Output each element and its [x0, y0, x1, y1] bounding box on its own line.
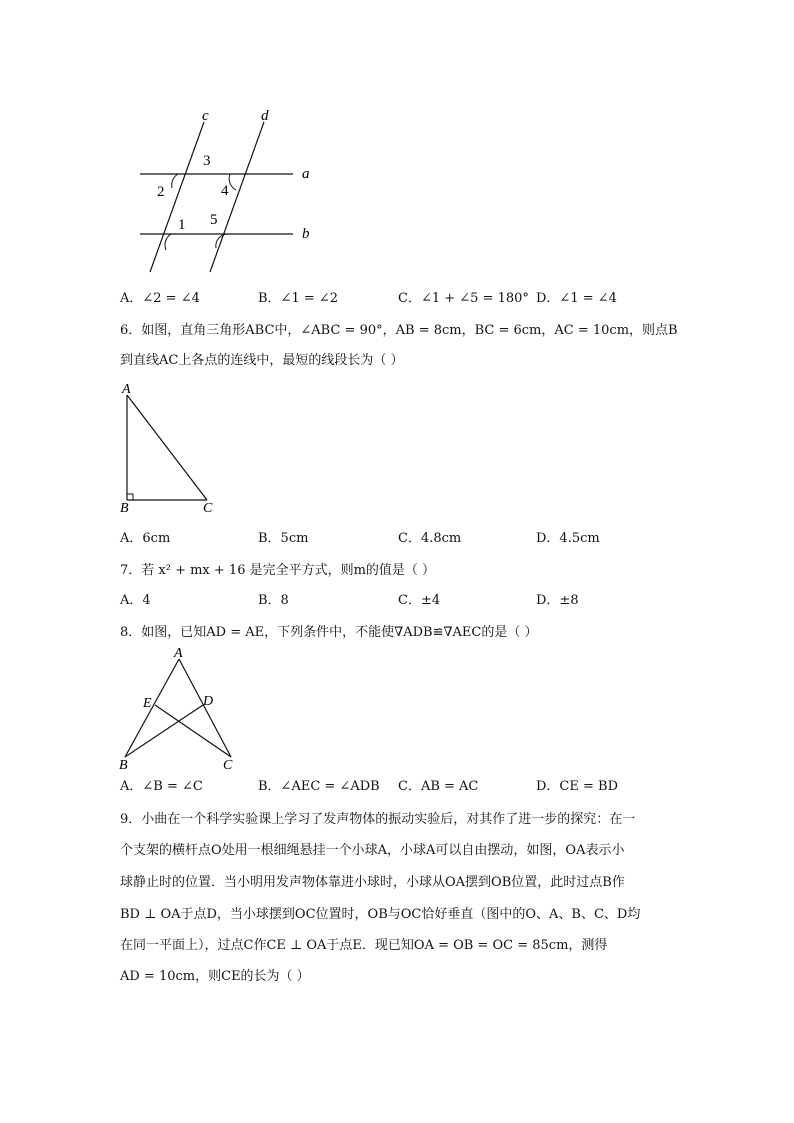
tri-label-a: A: [122, 382, 131, 397]
tri-label-c: C: [203, 501, 213, 515]
q8-option-d: D．CE = BD: [536, 779, 618, 794]
q9-line-4: BD ⊥ OA于点D，当小球摆到OC位置时，OB与OC恰好垂直（图中的O、A、B、C、D均: [120, 907, 641, 922]
label-d: d: [261, 108, 269, 124]
q8-option-b: B．∠AEC = ∠ADB: [258, 779, 380, 794]
q6-option-a: A．6cm: [120, 531, 171, 546]
label-angle-2: 2: [157, 184, 165, 200]
q9-line-2: 个支架的横杆点O处用一根细绳悬挂一个小球A，小球A可以自由摆动，如图，OA表示小: [120, 843, 625, 858]
q7-stem: 7．若 x² + mx + 16 是完全平方式，则m的值是（ ）: [120, 563, 436, 578]
q8-stem: 8．如图，已知AD = AE，下列条件中，不能使∇ADB≌∇AEC的是（ ）: [120, 625, 538, 640]
tri-label-b: B: [120, 501, 129, 515]
iso-label-c: C: [223, 758, 233, 773]
q9-line-3: 球静止时的位置．当小明用发声物体靠进小球时，小球从OA摆到OB位置，此时过点B作: [120, 875, 625, 890]
q9-line-1: 9．小曲在一个科学实验课上学习了发声物体的振动实验后，对其作了进一步的探究：在一: [120, 812, 636, 827]
label-b: b: [302, 226, 310, 242]
q6-option-c: C．4.8cm: [398, 531, 462, 546]
iso-label-e: E: [143, 696, 152, 711]
q6-option-d: D．4.5cm: [536, 531, 600, 546]
label-angle-3: 3: [203, 153, 211, 169]
q5-option-a: A．∠2 = ∠4: [120, 291, 200, 306]
label-c: c: [202, 108, 209, 124]
q6-stem-line1: 6．如图，直角三角形ABC中，∠ABC = 90°，AB = 8cm，BC = 6cm，AC = 10cm，则点B: [120, 323, 678, 338]
q7-option-a: A．4: [120, 593, 151, 608]
q8-option-c: C．AB = AC: [398, 779, 479, 794]
iso-label-d: D: [203, 694, 214, 709]
isosceles-triangle-figure: [115, 645, 245, 775]
q7-option-b: B．8: [258, 593, 289, 608]
label-angle-1: 1: [178, 217, 186, 233]
q8-option-a: A．∠B = ∠C: [120, 779, 203, 794]
iso-label-b: B: [119, 758, 128, 773]
label-angle-4: 4: [221, 183, 229, 199]
q7-option-c: C．±4: [398, 593, 441, 608]
label-angle-5: 5: [210, 212, 218, 228]
q5-option-c: C．∠1 + ∠5 = 180°: [398, 291, 529, 306]
q6-stem-line2: 到直线AC上各点的连线中，最短的线段长为（ ）: [120, 353, 404, 368]
q9-line-6: AD = 10cm，则CE的长为（ ）: [120, 969, 310, 984]
iso-label-a: A: [174, 646, 183, 661]
q5-option-b: B．∠1 = ∠2: [258, 291, 339, 306]
label-a: a: [302, 166, 310, 182]
parallel-lines-figure: [130, 100, 330, 280]
q7-option-d: D．±8: [536, 593, 579, 608]
right-triangle-figure: [115, 380, 225, 515]
q6-option-b: B．5cm: [258, 531, 309, 546]
q5-option-d: D．∠1 = ∠4: [536, 291, 617, 306]
q9-line-5: 在同一平面上），过点C作CE ⊥ OA于点E．现已知OA = OB = OC = 85cm，测得: [120, 938, 608, 953]
